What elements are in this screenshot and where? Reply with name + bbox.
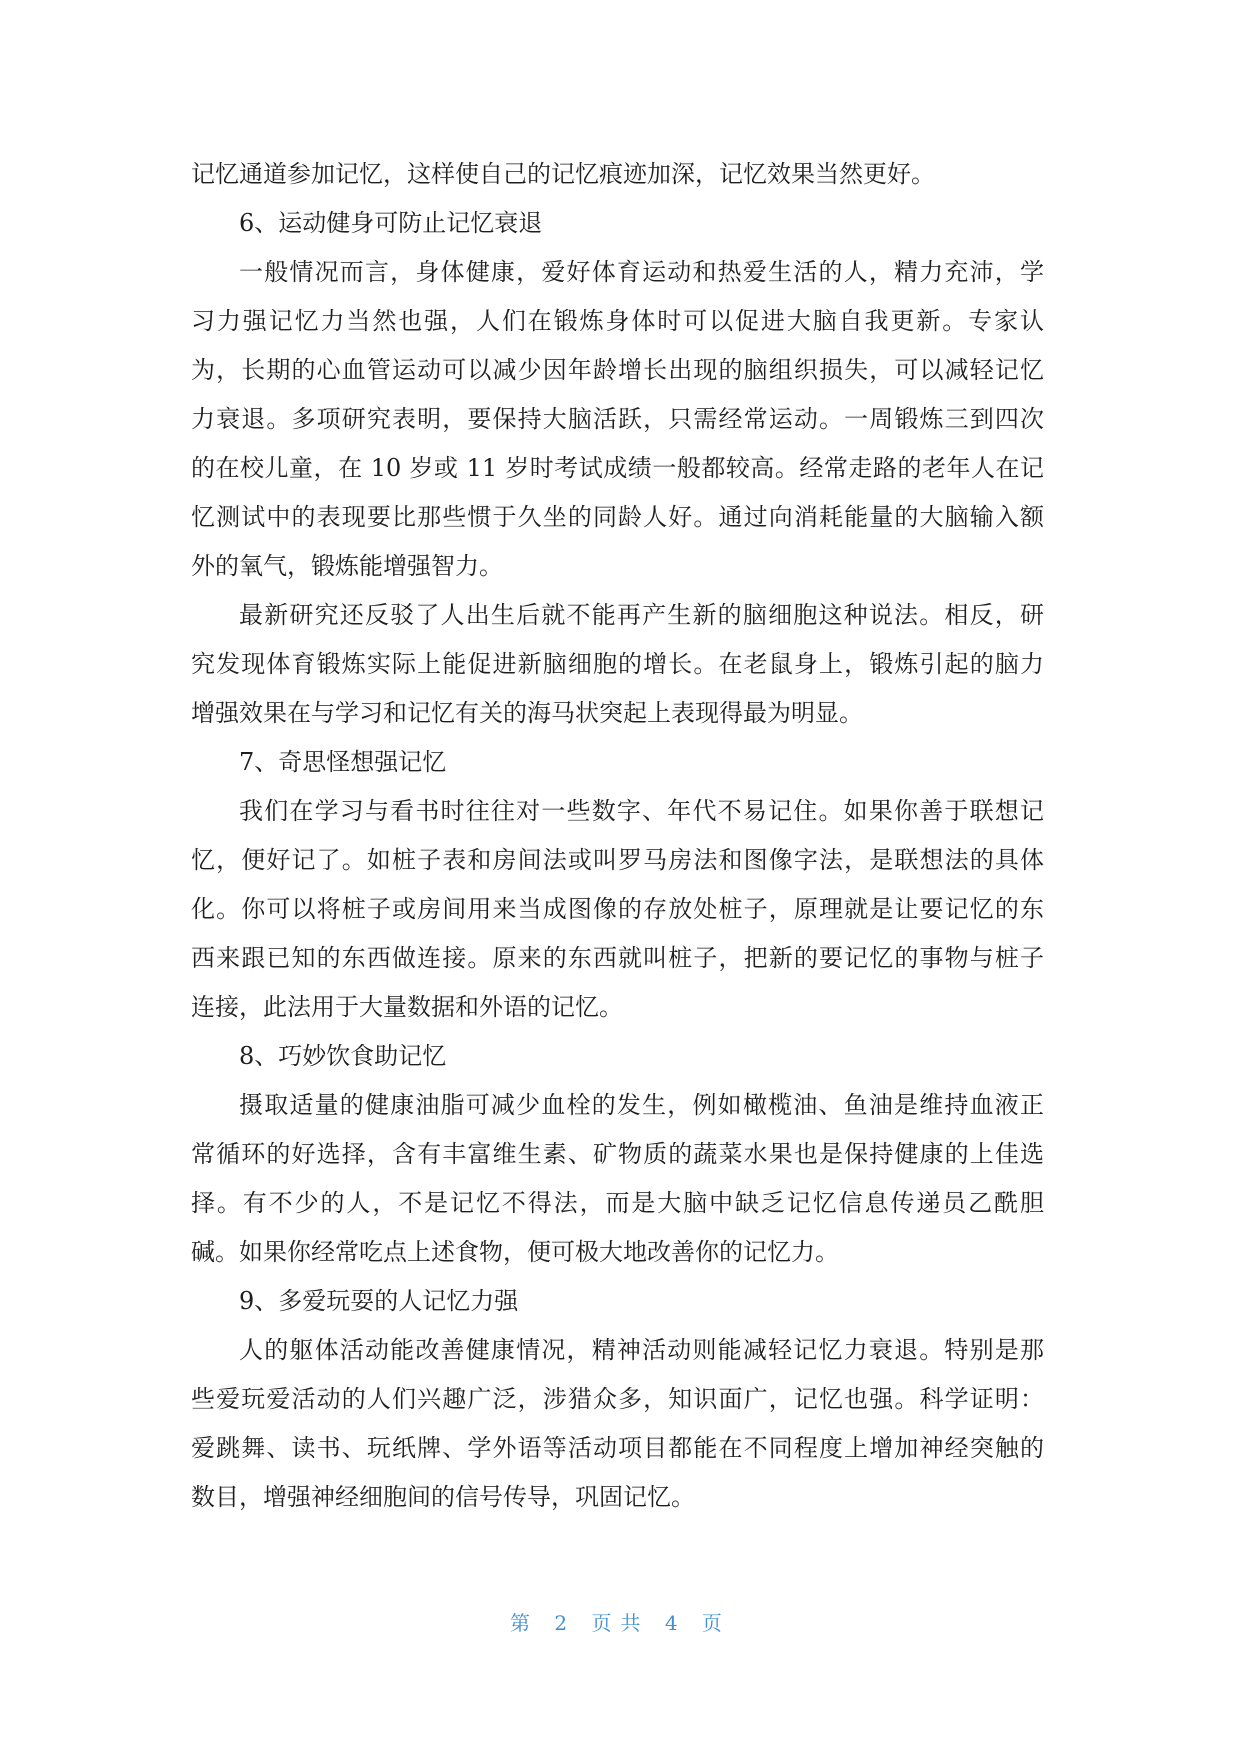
paragraph-line: 些爱玩爱活动的人们兴趣广泛，涉猎众多，知识面广，记忆也强。科学证明： [191, 1385, 1044, 1413]
paragraph-line: 忆，便好记了。如桩子表和房间法或叫罗马房法和图像字法，是联想法的具体 [191, 846, 1044, 874]
paragraph-line: 究发现体育锻炼实际上能促进新脑细胞的增长。在老鼠身上，锻炼引起的脑力 [191, 650, 1044, 678]
paragraph-line: 摄取适量的健康油脂可减少血栓的发生，例如橄榄油、鱼油是维持血液正 [239, 1091, 1044, 1119]
document-body [191, 150, 1044, 1522]
paragraph-line: 人的躯体活动能改善健康情况，精神活动则能减轻记忆力衰退。特别是那 [239, 1336, 1044, 1364]
paragraph-line: 最新研究还反驳了人出生后就不能再产生新的脑细胞这种说法。相反，研 [239, 601, 1044, 629]
paragraph-line: 的在校儿童，在 10 岁或 11 岁时考试成绩一般都较高。经常走路的老年人在记 [191, 454, 1044, 482]
paragraph-line: 常循环的好选择，含有丰富维生素、矿物质的蔬菜水果也是保持健康的上佳选 [191, 1140, 1044, 1168]
paragraph-continuation [191, 150, 1044, 199]
page-number-footer: 第 2 页共 4 页 [510, 1611, 731, 1635]
paragraph-play [191, 1326, 1044, 1522]
paragraph-line: 习力强记忆力当然也强，人们在锻炼身体时可以促进大脑自我更新。专家认 [191, 307, 1044, 335]
paragraph-line: 记忆通道参加记忆，这样使自己的记忆痕迹加深，记忆效果当然更好。 [191, 160, 935, 188]
paragraph-exercise [191, 248, 1044, 591]
paragraph-line: 碱。如果你经常吃点上述食物，便可极大地改善你的记忆力。 [191, 1238, 839, 1266]
paragraph-line: 忆测试中的表现要比那些惯于久坐的同龄人好。通过向消耗能量的大脑输入额 [191, 503, 1044, 531]
paragraph-line: 力衰退。多项研究表明，要保持大脑活跃，只需经常运动。一周锻炼三到四次 [191, 405, 1044, 433]
paragraph-new-research [191, 591, 1044, 738]
paragraph-line: 为，长期的心血管运动可以减少因年龄增长出现的脑组织损失，可以减轻记忆 [191, 356, 1044, 384]
paragraph-line: 连接，此法用于大量数据和外语的记忆。 [191, 993, 623, 1021]
paragraph-line: 化。你可以将桩子或房间用来当成图像的存放处桩子，原理就是让要记忆的东 [191, 895, 1044, 923]
section-heading-8: 8、巧妙饮食助记忆 [239, 1042, 447, 1070]
section-heading-7: 7、奇思怪想强记忆 [239, 748, 447, 776]
paragraph-line: 一般情况而言，身体健康，爱好体育运动和热爱生活的人，精力充沛，学 [239, 258, 1044, 286]
paragraph-association [191, 787, 1044, 1032]
paragraph-line: 西来跟已知的东西做连接。原来的东西就叫桩子，把新的要记忆的事物与桩子 [191, 944, 1044, 972]
paragraph-line: 数目，增强神经细胞间的信号传导，巩固记忆。 [191, 1483, 695, 1511]
paragraph-line: 爱跳舞、读书、玩纸牌、学外语等活动项目都能在不同程度上增加神经突触的 [191, 1434, 1044, 1462]
paragraph-line: 择。有不少的人，不是记忆不得法，而是大脑中缺乏记忆信息传递员乙酰胆 [191, 1189, 1044, 1217]
paragraph-line: 我们在学习与看书时往往对一些数字、年代不易记住。如果你善于联想记 [239, 797, 1044, 825]
section-heading-6: 6、运动健身可防止记忆衰退 [239, 209, 543, 237]
paragraph-line: 增强效果在与学习和记忆有关的海马状突起上表现得最为明显。 [191, 699, 863, 727]
section-heading-9: 9、多爱玩耍的人记忆力强 [239, 1287, 519, 1315]
paragraph-diet [191, 1081, 1044, 1277]
paragraph-line: 外的氧气，锻炼能增强智力。 [191, 552, 503, 580]
